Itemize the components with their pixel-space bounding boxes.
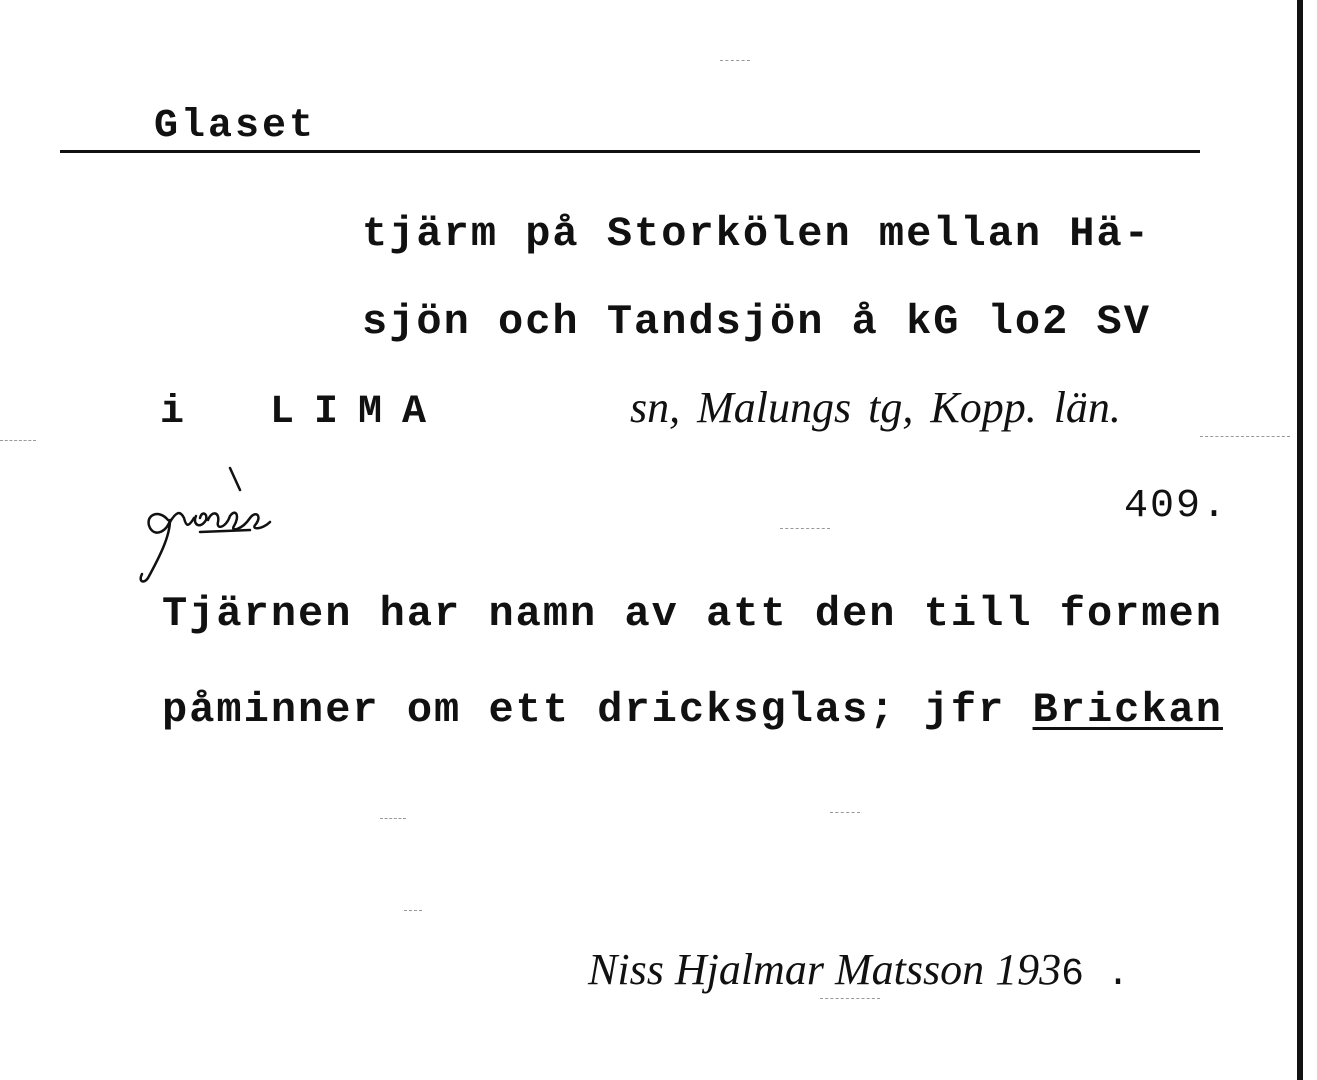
- body-line-1: Tjärnen har namn av att den till formen: [162, 590, 1223, 638]
- scan-speck: [780, 528, 830, 530]
- reference-word: Brickan: [1032, 686, 1223, 734]
- scan-speck: [820, 998, 880, 1000]
- scan-speck: [830, 812, 860, 814]
- handwritten-annotation: [130, 460, 310, 590]
- scan-speck: [1200, 436, 1290, 438]
- scan-speck: [0, 440, 36, 442]
- card-right-edge: [1297, 0, 1303, 1080]
- parish-prefix: i: [160, 390, 187, 435]
- location-text: sn, Malungs tg, Kopp. län.: [630, 383, 1121, 432]
- scan-speck: [380, 818, 406, 820]
- parish-name: LIMA: [270, 390, 447, 435]
- recorder-name: Niss Hjalmar Matsson 193: [588, 945, 1062, 994]
- scan-speck: [404, 910, 422, 912]
- card-headword: Glaset: [154, 104, 317, 149]
- body-line-2: [162, 686, 1223, 734]
- card-number: 409.: [1124, 484, 1229, 529]
- description-line-2: sjön och Tandsjön å kG lo2 SV: [362, 298, 1151, 346]
- body-line-2-text: påminner om ett dricksglas; jfr: [162, 686, 1033, 734]
- recorder-signature: [588, 944, 1130, 996]
- recorder-year-end: 6 .: [1061, 953, 1130, 996]
- description-line-1: tjärm på Storkölen mellan Hä-: [362, 210, 1151, 258]
- header-rule: [60, 150, 1200, 153]
- scan-speck: [720, 60, 750, 62]
